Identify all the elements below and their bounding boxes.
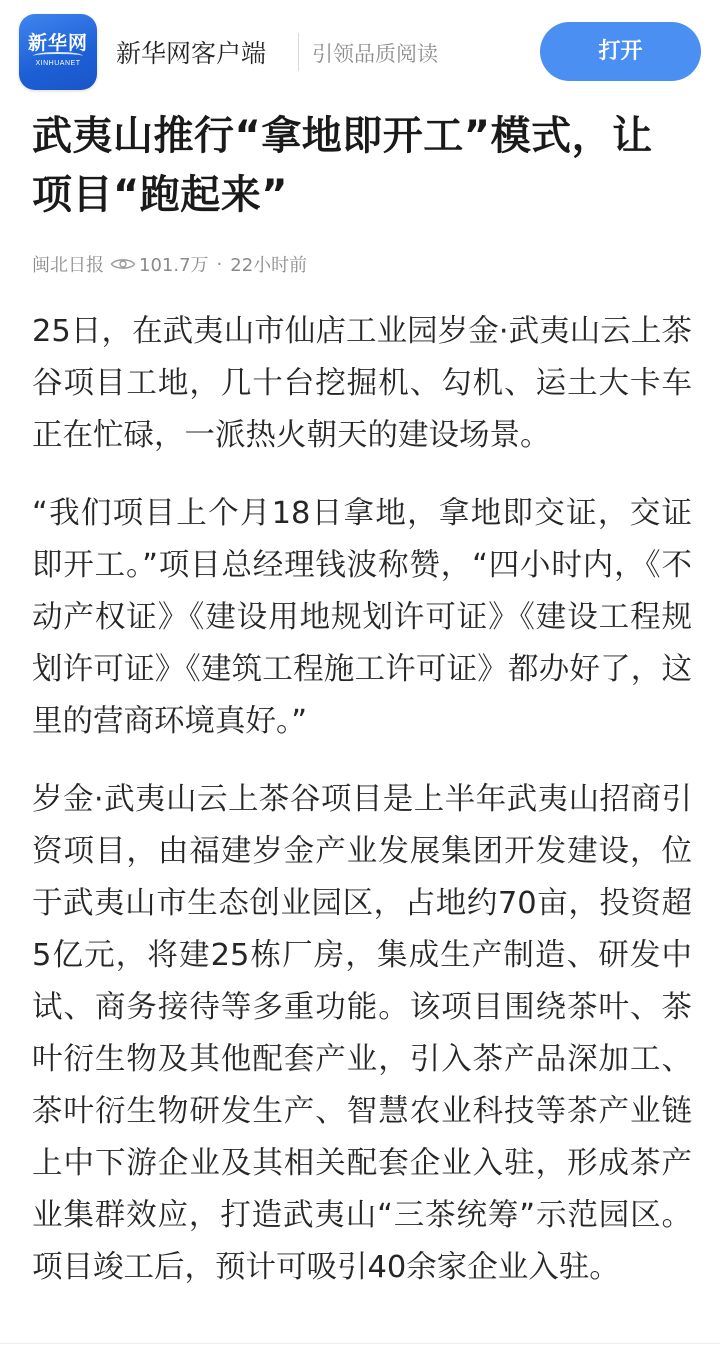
article-paragraph: “我们项目上个月18日拿地，拿地即交证，交证即开工。”项目总经理钱波称赞，“四小时内，《不动产权证》《建设用地规划许可证》《建设工程规划许可证》《建筑工程施工许可证》都办好了，这里的营商环境真好。”	[32, 496, 692, 739]
logo-subtext: XINHUANET	[35, 60, 81, 67]
article-body	[32, 306, 692, 1320]
logo-swoosh-icon	[33, 52, 83, 60]
article-meta	[32, 250, 307, 278]
article-paragraph: 25日，在武夷山市仙店工业园岁金·武夷山云上茶谷项目工地，几十台挖掘机、勾机、运土大卡车正在忙碌，一派热火朝天的建设场景。	[32, 314, 692, 453]
app-name: 新华网客户端	[116, 39, 267, 68]
xinhuanet-logo[interactable]	[19, 14, 97, 90]
bottom-divider	[0, 1343, 720, 1344]
article-source[interactable]: 闽北日报	[32, 255, 104, 276]
view-count: 101.7万	[139, 255, 209, 276]
publish-time: 22小时前	[230, 255, 308, 276]
logo-text: 新华网	[27, 32, 88, 54]
open-app-button[interactable]: 打开	[540, 22, 701, 81]
app-slogan: 引领品质阅读	[312, 42, 438, 66]
header-divider	[298, 33, 299, 71]
eye-icon	[110, 256, 136, 272]
app-download-banner	[0, 0, 720, 104]
article-title: 武夷山推行“拿地即开工”模式，让项目“跑起来”	[32, 113, 653, 218]
article-paragraph: 岁金·武夷山云上茶谷项目是上半年武夷山招商引资项目，由福建岁金产业发展集团开发建设，位于武夷山市生态创业园区，占地约70亩，投资超5亿元，将建25栋厂房，集成生产制造、研发中试、商务接待等多重功能。该项目围绕茶叶、茶叶衍生物及其他配套产业，引入茶产品深加工、茶叶衍生物研发生产、智慧农业科技等茶产业链上中下游企业及其相关配套企业入驻，形成茶产业集群效应，打造武夷山“三茶统筹”示范园区。项目竣工后，预计可吸引40余家企业入驻。	[32, 782, 692, 1285]
meta-separator: ·	[216, 253, 223, 275]
